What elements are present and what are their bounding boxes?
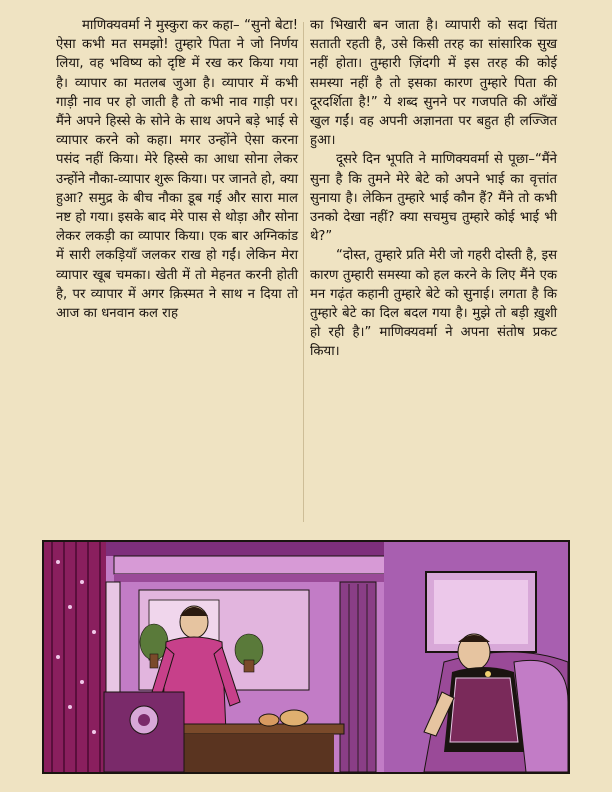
paragraph: “दोस्त, तुम्हारे प्रति मेरी जो गहरी दोस्ती है, इस कारण तुम्हारी समस्या को हल करने के लिए मैंने एक मन गढ़ंत कहानी तुम्हारे बेटे को सुनाई। लगता है कि तुम्हारे बेटे का दिल बदल गया है। मुझे तो बड़ी ख़ुशी हो रही है।” माणिक्यवर्मा ने अपना संतोष प्रकट किया। [310,248,557,360]
paragraph: माणिक्यवर्मा ने मुस्कुरा कर कहा– “सुनो बेटा! ऐसा कभी मत समझो! तुम्हारे पिता ने जो निर्णय लिया, वह भविष्य को दृष्टि में रख कर किया गया है। व्यापार का मतलब जुआ है। व्यापार में कभी गाड़ी नाव पर हो जाती है तो कभी नाव गाड़ी पर। मैंने अपने हिस्से के सोने के साथ अपने बड़े भाई से व्यापार करने को कहा। मगर उन्होंने ऐसा करना पसंद नहीं किया। मेरे हिस्से का आधा सोना लेकर उन्होंने नौका-व्यापार शुरू किया। पर जानते हो, क्या हुआ? समुद्र के बीच नौका डूब गई और सारा माल नष्ट हो गया। इसके बाद मेरे पास से थोड़ा और सोना लेकर लकड़ी का व्यापार किया। एक बार अग्निकांड में सारी लकड़ियाँ जलकर राख हो गईं। लेकिन मेरा व्यापार खूब चमका। खेती में तो मेहनत करनी होती है, पर व्यापार में अगर क़िस्मत ने साथ न दिया तो आज का धनवान कल राह [56,18,298,322]
right-text-column [310,16,557,362]
column-divider [303,22,304,522]
paragraph: दूसरे दिन भूपति ने माणिक्यवर्मा से पूछा–“मैंने सुना है कि तुमने मेरे बेटे को अपने भाई का वृत्तांत सुनाया है। लेकिन तुम्हारे भाई कौन हैं? मैंने तो कभी उनको देखा नहीं? क्या सचमुच तुम्हारे कोई भाई भी थे?” [310,152,557,245]
story-illustration [42,540,570,774]
illustration-scene [44,542,568,772]
curtain-left [44,542,106,772]
left-text-column [56,16,298,323]
paragraph: का भिखारी बन जाता है। व्यापारी को सदा चिंता सताती रहती है, उसे किसी तरह का सांसारिक सुख नहीं होता। तुम्हारी ज़िंदगी में इस तरह की कोई समस्या नहीं है तो इसका कारण तुम्हारे पिता की दूरदर्शिता है!” ये शब्द सुनने पर गजपति की आँखें खुल गईं। वह अपनी अज्ञानता पर बहुत ही लज्जित हुआ। [310,18,557,149]
ornate-chair-left [104,692,184,772]
